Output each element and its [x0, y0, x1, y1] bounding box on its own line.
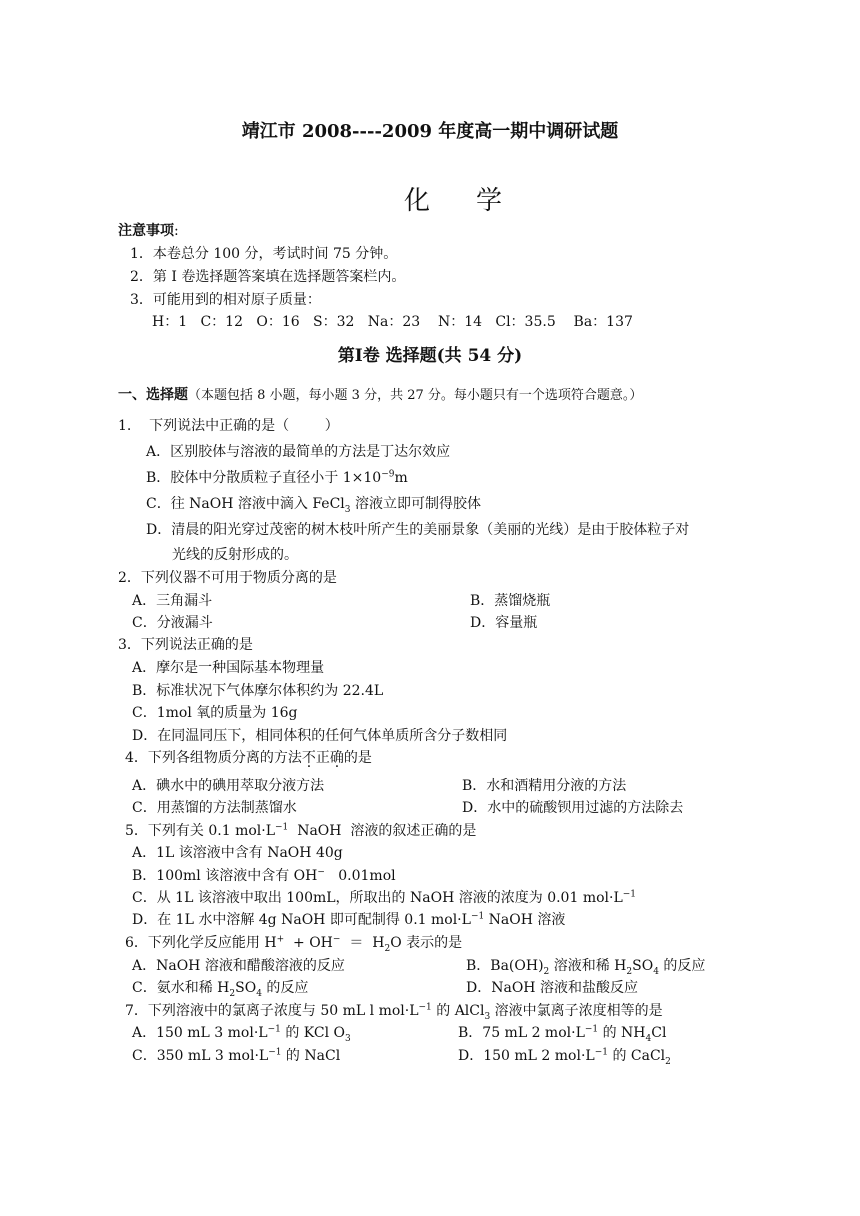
q2-option-c: C．分液漏斗 — [132, 615, 213, 631]
note-item-3: 3．可能用到的相对原子质量： — [130, 292, 321, 308]
q5-b-rest: 0.01mol — [324, 868, 396, 884]
q6-c-text: C．氨水和稀 H — [132, 980, 230, 996]
subject-title: 化学 — [403, 186, 548, 216]
q2-option-d: D．容量瓶 — [470, 615, 538, 631]
q7-a-subscript: 3 — [344, 1033, 351, 1044]
q1-b-exponent: −9 — [381, 469, 395, 480]
q7-a-text: A．150 mL 3 mol·L — [132, 1025, 268, 1041]
q1-option-d-line2: 光线的反射形成的。 — [172, 547, 298, 563]
note-item-1: 1．本卷总分 100 分，考试时间 75 分钟。 — [130, 246, 398, 262]
q6-stem-mid2: ＝ H — [340, 935, 385, 951]
q6-b-text: B．Ba(OH) — [466, 958, 544, 974]
note-item-2: 2．第 I 卷选择题答案填在选择题答案栏内。 — [130, 269, 406, 285]
q5-b-charge: − — [317, 867, 325, 878]
q6-b-sub-2: 2 — [626, 966, 633, 977]
q6-stem-subscript: 2 — [384, 943, 391, 954]
q4-option-b: B．水和酒精用分液的方法 — [462, 778, 627, 794]
q1-b-text: B．胶体中分散质粒子直径小于 1×10 — [146, 470, 382, 486]
q5-d-text: D．在 1L 水中溶解 4g NaOH 即可配制得 0.1 mol·L — [132, 912, 471, 928]
q6-b-mid2: SO — [632, 958, 654, 974]
q1-option-a: A．区别胶体与溶液的最简单的方法是丁达尔效应 — [146, 444, 451, 460]
q4-stem-start: 4．下列各组物质分离的方法 — [125, 750, 302, 766]
notes-heading-label: 注意事项 — [118, 223, 174, 239]
q7-d-subscript: 2 — [665, 1056, 671, 1067]
q4-option-d: D．水中的硫酸钡用过滤的方法除去 — [462, 800, 684, 816]
part-description: （本题包括 8 小题，每小题 3 分，共 27 分。每小题只有一个选项符合题意。） — [188, 388, 643, 403]
q6-b-sub-1: 2 — [543, 966, 550, 977]
q3-option-d: D．在同温同压下，相同体积的任何气体单质所含分子数相同 — [132, 728, 508, 744]
part-label: 一、选择题 — [118, 387, 188, 403]
q7-stem-mid: 的 AlCl — [431, 1003, 485, 1019]
q7-a-exponent: −1 — [267, 1024, 281, 1035]
q4-stem-end: 的是 — [343, 750, 372, 766]
exam-title: 靖江市 2008----2009 年度高一期中调研试题 — [241, 121, 619, 142]
q6-stem-charge-1: + — [276, 934, 285, 945]
q5-stem-end: NaOH 溶液的叙述正确的是 — [288, 823, 477, 839]
q1-c-text: C．往 NaOH 溶液中滴入 FeCl — [146, 496, 345, 512]
q7-b-rest: 的 NH — [598, 1025, 646, 1041]
q6-b-rest: 的反应 — [658, 958, 706, 974]
q7-a-rest: 的 KCl O — [280, 1025, 345, 1041]
q4-stem-mid: 正 — [315, 750, 330, 766]
q5-option-c — [132, 887, 636, 907]
q5-d-exponent: −1 — [470, 911, 485, 922]
q2-option-a: A．三角漏斗 — [132, 593, 213, 609]
q5-stem-start: 5．下列有关 0.1 mol·L — [125, 823, 276, 839]
q7-option-a — [132, 1022, 351, 1042]
q5-d-rest: NaOH 溶液 — [484, 912, 566, 928]
q7-c-exponent: −1 — [268, 1047, 282, 1058]
q6-b-sub-3: 4 — [653, 966, 659, 977]
q5-option-d — [132, 909, 565, 929]
q7-stem — [125, 1000, 663, 1020]
q5-option-a: A．1L 该溶液中含有 NaOH 40g — [132, 845, 343, 861]
notes-heading — [118, 220, 179, 240]
q5-c-text: C．从 1L 该溶液中取出 100mL，所取出的 NaOH 溶液的浓度为 0.01 mol·L — [132, 890, 623, 906]
q3-option-c: C．1mol 氧的质量为 16g — [132, 705, 298, 721]
q7-b-rest2: Cl — [651, 1025, 667, 1041]
q3-option-a: A．摩尔是一种国际基本物理量 — [132, 660, 325, 676]
q6-c-sub-1: 2 — [229, 988, 236, 999]
q7-b-text: B．75 mL 2 mol·L — [458, 1025, 585, 1041]
q7-stem-subscript: 3 — [484, 1011, 491, 1022]
q6-c-sub-2: 4 — [256, 988, 262, 999]
q7-stem-exponent: −1 — [418, 1002, 432, 1013]
q7-option-c — [132, 1045, 340, 1065]
q7-option-b — [458, 1022, 666, 1042]
q3-option-b: B．标准状况下气体摩尔体积约为 22.4L — [132, 683, 384, 699]
q7-b-subscript: 4 — [645, 1033, 652, 1044]
q2-stem: 2．下列仪器不可用于物质分离的是 — [118, 570, 337, 586]
q7-c-rest: 的 NaCl — [281, 1048, 341, 1064]
q4-option-c: C．用蒸馏的方法制蒸馏水 — [132, 800, 297, 816]
q5-c-exponent: −1 — [622, 889, 637, 900]
q6-c-mid: SO — [235, 980, 257, 996]
q2-option-b: B．蒸馏烧瓶 — [470, 593, 551, 609]
q6-option-d: D．NaOH 溶液和盐酸反应 — [466, 980, 638, 996]
q1-b-unit: m — [394, 470, 408, 486]
q1-option-d-line1: D．清晨的阳光穿过茂密的树木枝叶所产生的美丽景象（美丽的光线）是由于胶体粒子对 — [146, 522, 690, 538]
q7-b-exponent: −1 — [584, 1024, 599, 1035]
q1-c-subscript: 3 — [344, 504, 351, 515]
q4-option-a: A．碘水中的碘用萃取分液方法 — [132, 778, 325, 794]
q4-stem — [125, 747, 372, 767]
q7-stem-end: 溶液中氯离子浓度相等的是 — [490, 1003, 663, 1019]
q6-b-mid: 溶液和稀 H — [549, 958, 627, 974]
q6-stem-end: O 表示的是 — [390, 935, 463, 951]
q1-stem: 1. 下列说法中正确的是（ ） — [118, 418, 339, 434]
q7-d-text: D．150 mL 2 mol·L — [458, 1048, 595, 1064]
q5-option-b — [132, 865, 396, 885]
q7-d-rest: 的 CaCl — [608, 1048, 666, 1064]
q6-option-a: A．NaOH 溶液和醋酸溶液的反应 — [132, 958, 345, 974]
q5-stem — [125, 820, 476, 840]
q7-option-d — [458, 1045, 671, 1065]
notes-heading-colon: : — [174, 223, 179, 239]
atomic-masses: H：1 C：12 O：16 S：32 Na：23 N：14 Cl：35.5 Ba：137 — [152, 314, 633, 330]
q4-emphasis-char-2: 确 — [329, 750, 344, 766]
q6-stem-charge-2: − — [332, 934, 341, 945]
q6-stem-mid: + OH — [284, 935, 333, 951]
q7-c-text: C．350 mL 3 mol·L — [132, 1048, 269, 1064]
part-heading — [118, 384, 642, 404]
q6-c-rest: 的反应 — [261, 980, 309, 996]
q1-c-rest: 溶液立即可制得胶体 — [350, 496, 481, 512]
q1-option-b — [146, 467, 408, 487]
q1-option-c — [146, 493, 481, 513]
q7-stem-start: 7．下列溶液中的氯离子浓度与 50 mL l mol·L — [125, 1003, 419, 1019]
q6-option-c — [132, 977, 308, 997]
q5-b-text: B．100ml 该溶液中含有 OH — [132, 868, 318, 884]
q6-stem-start: 6．下列化学反应能用 H — [125, 935, 277, 951]
q5-stem-exponent: −1 — [275, 822, 289, 833]
q7-d-exponent: −1 — [594, 1047, 608, 1058]
q3-stem: 3．下列说法正确的是 — [118, 637, 253, 653]
q6-option-b — [466, 955, 705, 975]
section-title: 第Ⅰ卷 选择题(共 54 分) — [337, 346, 523, 366]
q4-emphasis-char-1: 不 — [301, 750, 316, 766]
q6-stem — [125, 932, 462, 952]
